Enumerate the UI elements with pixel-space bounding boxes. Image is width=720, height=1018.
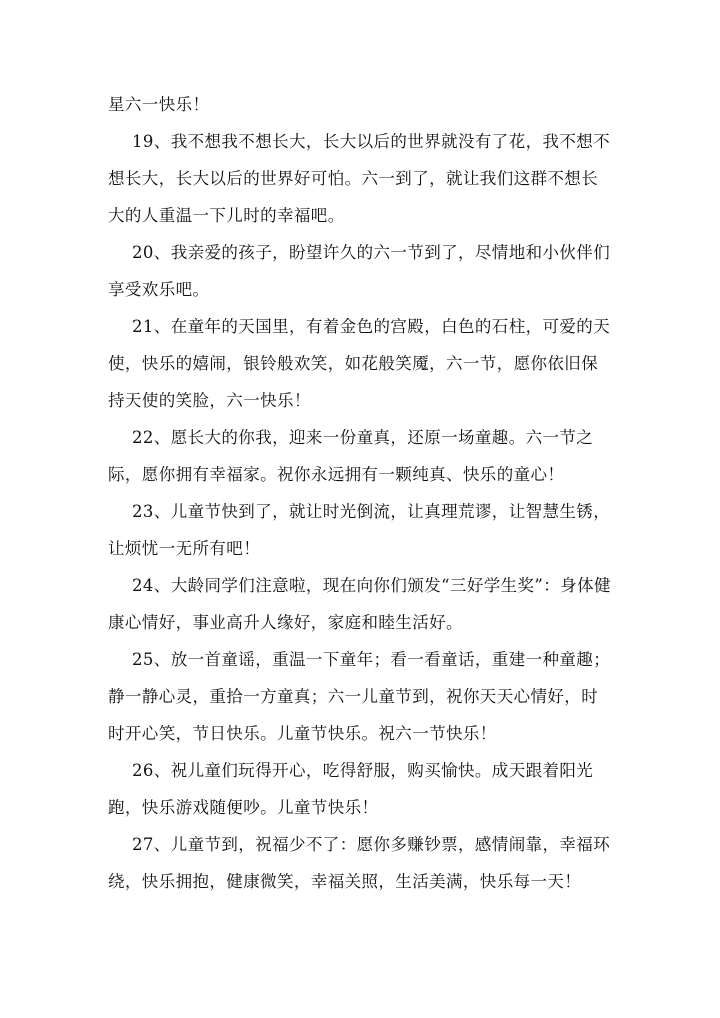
paragraph-19: 19、我不想我不想长大，长大以后的世界就没有了花，我不想不想长大，长大以后的世界好可怕。六一到了，就让我们这群不想长大的人重温一下儿时的幸福吧。 bbox=[108, 132, 611, 225]
paragraph-27: 27、儿童节到，祝福少不了：愿你多赚钞票，感情闹靠，幸福环绕，快乐拥抱，健康微笑，幸福关照，生活美满，快乐每一天！ bbox=[108, 835, 611, 891]
paragraph-25: 25、放一首童谣，重温一下童年；看一看童话，重建一种童趣；静一静心灵，重拾一方童真；六一儿童节到，祝你天天心情好，时时开心笑，节日快乐。儿童节快乐。祝六一节快乐！ bbox=[108, 650, 611, 743]
document-body bbox=[108, 86, 613, 900]
paragraph-20: 20、我亲爱的孩子，盼望许久的六一节到了，尽情地和小伙伴们享受欢乐吧。 bbox=[108, 243, 611, 299]
paragraph-continuation: 星六一快乐！ bbox=[108, 95, 210, 114]
paragraph-22: 22、愿长大的你我，迎来一份童真，还原一场童趣。六一节之际，愿你拥有幸福家。祝你永远拥有一颗纯真、快乐的童心！ bbox=[108, 428, 594, 484]
paragraph-24: 24、大龄同学们注意啦，现在向你们颁发“三好学生奖”：身体健康心情好，事业高升人缘好，家庭和睦生活好。 bbox=[108, 576, 611, 632]
paragraph-26: 26、祝儿童们玩得开心，吃得舒服，购买愉快。成天跟着阳光跑，快乐游戏随便吵。儿童节快乐！ bbox=[108, 761, 594, 817]
paragraph-21: 21、在童年的天国里，有着金色的宫殿，白色的石柱，可爱的天使，快乐的嬉闹，银铃般欢笑，如花般笑魇，六一节，愿你依旧保持天使的笑脸，六一快乐！ bbox=[108, 317, 611, 410]
paragraph-23: 23、儿童节快到了，就让时光倒流，让真理荒谬，让智慧生锈，让烦忧一无所有吧！ bbox=[108, 502, 611, 558]
